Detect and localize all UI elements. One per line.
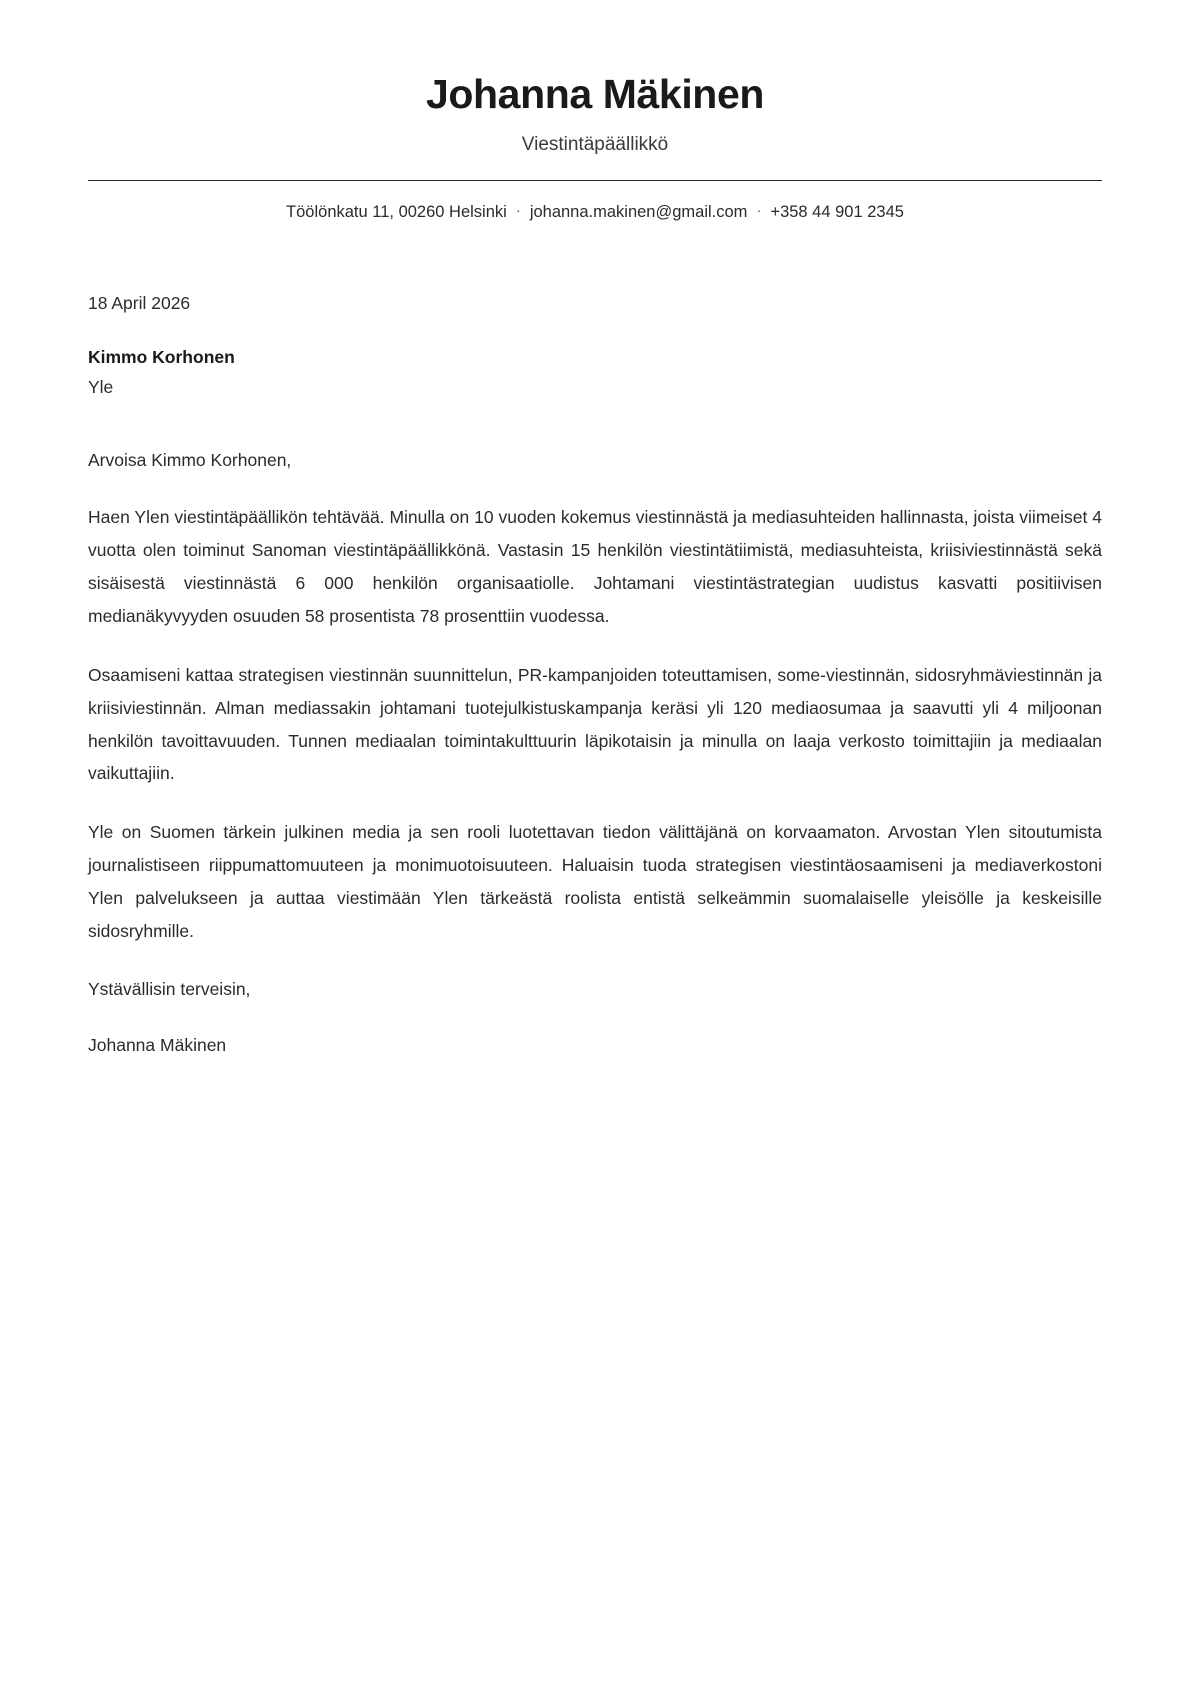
body-paragraph-1: Haen Ylen viestintäpäällikön tehtävää. Minulla on 10 vuoden kokemus viestinnästä ja mediasuhteiden hallinnasta, joista viimeiset 4 vuotta olen toiminut Sanoman viestintäpäällikkönä. Vastasin 15 henkilön viestintätiimistä, mediasuhteista, kriisiviestinnästä sekä sisäisestä viestinnästä 6 000 henkilön organisaatiolle. Johtamani viestintästrategian uudistus kasvatti positiivisen medianäkyvyyden osuuden 58 prosentista 78 prosenttiin vuodessa. [88,507,1102,626]
letter-sheet [88,0,1102,1060]
recipient-company: Yle [88,377,114,398]
contact-separator-1: · [515,201,521,219]
contact-line [88,200,1102,224]
signature-name: Johanna Mäkinen [88,1035,227,1056]
contact-phone[interactable]: +358 44 901 2345 [770,202,904,221]
applicant-job-title: Viestintäpäällikkö [521,133,669,155]
salutation: Arvoisa Kimmo Korhonen, [88,450,292,471]
letter-body [88,288,1102,1060]
closing-line: Ystävällisin terveisin, [88,978,251,999]
recipient-name: Kimmo Korhonen [88,346,235,367]
contact-separator-2: · [756,201,762,219]
letter-header [88,0,1102,224]
letter-date: 18 April 2026 [88,292,191,313]
contact-address: Töölönkatu 11, 00260 Helsinki [286,202,507,221]
header-divider [88,180,1102,181]
recipient-block [88,344,1102,401]
body-paragraph-2: Osaamiseni kattaa strategisen viestinnän suunnittelun, PR-kampanjoiden toteuttamisen, some-viestinnän, sidosryhmäviestinnän ja kriisiviestinnän. Alman mediassakin johtamani tuotejulkistuskampanja keräsi yli 120 mediaosumaa ja saavutti yli 4 miljoonan henkilön tavoittavuuden. Tunnen mediaalan toimintakulttuurin läpikotaisin ja minulla on laaja verkosto toimittajiin ja mediaalan vaikuttajiin. [88,664,1102,784]
contact-email[interactable]: johanna.makinen@gmail.com [529,202,748,221]
body-paragraph-3: Yle on Suomen tärkein julkinen media ja sen rooli luotettavan tiedon välittäjänä on korvaamaton. Arvostan Ylen sitoutumista journalistiseen riippumattomuuteen ja monimuotoisuuteen. Haluaisin tuoda strategisen viestintäosaamiseni ja mediaverkostoni Ylen palvelukseen ja auttaa viestimään Ylen tärkeästä roolista entistä selkeämmin suomalaiselle yleisölle ja keskeisille sidosryhmille. [88,822,1102,942]
applicant-name: Johanna Mäkinen [425,71,765,117]
